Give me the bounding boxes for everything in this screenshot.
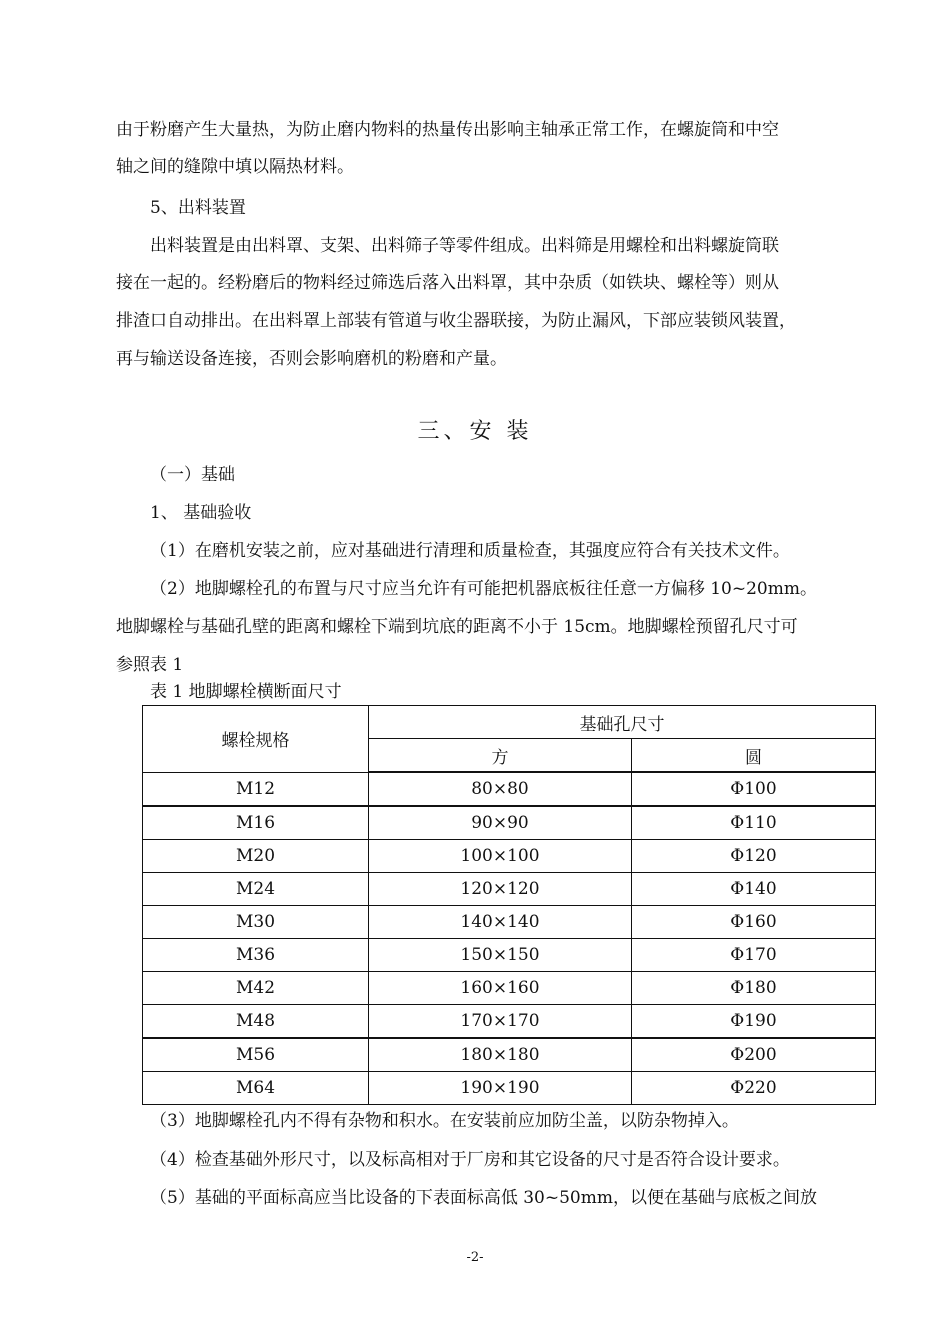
bolt-size-table [142, 705, 876, 1105]
table-row [143, 873, 876, 906]
cell-spec: M64 [143, 1072, 369, 1105]
cell-spec: M42 [143, 972, 369, 1005]
page-number: -2- [466, 1250, 484, 1265]
cell-spec: M16 [143, 806, 369, 840]
cell-round: Φ170 [632, 939, 876, 972]
para2-line3: 排渣口自动排出。在出料罩上部装有管道与收尘器联接，为防止漏风，下部应装锁风装置， [116, 311, 796, 331]
cell-square: 190×190 [369, 1072, 632, 1105]
requirement-1: （1）在磨机安装之前，应对基础进行清理和质量检查，其强度应符合有关技术文件。 [150, 541, 790, 561]
section-heading: 三、安 装 [417, 419, 533, 444]
table-row [143, 772, 876, 806]
requirement-2-line2: 地脚螺栓与基础孔壁的距离和螺栓下端到坑底的距离不小于 15cm。地脚螺栓预留孔尺寸可 [116, 617, 798, 637]
cell-round: Φ190 [632, 1005, 876, 1039]
requirement-2-line3: 参照表 1 [116, 655, 184, 675]
cell-round: Φ180 [632, 972, 876, 1005]
table-row [143, 1038, 876, 1072]
para1-line1: 由于粉磨产生大量热，为防止磨内物料的热量传出影响主轴承正常工作，在螺旋筒和中空 [116, 120, 779, 140]
requirement-2-line1: （2）地脚螺栓孔的布置与尺寸应当允许有可能把机器底板往任意一方偏移 10~20mm。 [150, 579, 817, 599]
cell-round: Φ160 [632, 906, 876, 939]
requirement-5: （5）基础的平面标高应当比设备的下表面标高低 30~50mm，以便在基础与底板之间放 [150, 1188, 817, 1208]
cell-spec: M20 [143, 840, 369, 873]
cell-square: 180×180 [369, 1038, 632, 1072]
cell-square: 80×80 [369, 772, 632, 806]
cell-square: 120×120 [369, 873, 632, 906]
requirement-3: （3）地脚螺栓孔内不得有杂物和积水。在安装前应加防尘盖，以防杂物掉入。 [150, 1111, 739, 1131]
item5-title: 5、出料装置 [150, 198, 246, 218]
cell-square: 90×90 [369, 806, 632, 840]
cell-spec: M36 [143, 939, 369, 972]
cell-round: Φ140 [632, 873, 876, 906]
cell-square: 160×160 [369, 972, 632, 1005]
subsection-acceptance: 1、 基础验收 [150, 503, 252, 523]
cell-round: Φ120 [632, 840, 876, 873]
cell-spec: M24 [143, 873, 369, 906]
para2-line1: 出料装置是由出料罩、支架、出料筛子等零件组成。出料筛是用螺栓和出料螺旋筒联 [150, 236, 779, 256]
table-caption: 表 1 地脚螺栓横断面尺寸 [150, 682, 342, 702]
table-row [143, 1072, 876, 1105]
cell-round: Φ100 [632, 772, 876, 806]
cell-square: 170×170 [369, 1005, 632, 1039]
para2-line4: 再与输送设备连接，否则会影响磨机的粉磨和产量。 [116, 349, 507, 369]
subsection-foundation: （一）基础 [150, 465, 235, 485]
table-row [143, 906, 876, 939]
table-row [143, 840, 876, 873]
cell-spec: M56 [143, 1038, 369, 1072]
requirement-4: （4）检查基础外形尺寸，以及标高相对于厂房和其它设备的尺寸是否符合设计要求。 [150, 1150, 790, 1170]
table-row [143, 806, 876, 840]
cell-spec: M12 [143, 772, 369, 806]
cell-round: Φ220 [632, 1072, 876, 1105]
cell-square: 150×150 [369, 939, 632, 972]
header-spec: 螺栓规格 [143, 706, 369, 773]
cell-spec: M30 [143, 906, 369, 939]
cell-round: Φ110 [632, 806, 876, 840]
cell-square: 100×100 [369, 840, 632, 873]
header-square: 方 [369, 739, 632, 773]
header-round: 圆 [632, 739, 876, 773]
header-hole-size: 基础孔尺寸 [369, 706, 876, 739]
cell-round: Φ200 [632, 1038, 876, 1072]
cell-square: 140×140 [369, 906, 632, 939]
table-row [143, 1005, 876, 1039]
para1-line2: 轴之间的缝隙中填以隔热材料。 [116, 157, 354, 177]
table-header-row [143, 706, 876, 739]
table-row [143, 939, 876, 972]
cell-spec: M48 [143, 1005, 369, 1039]
table-row [143, 972, 876, 1005]
para2-line2: 接在一起的。经粉磨后的物料经过筛选后落入出料罩，其中杂质（如铁块、螺栓等）则从 [116, 273, 779, 293]
